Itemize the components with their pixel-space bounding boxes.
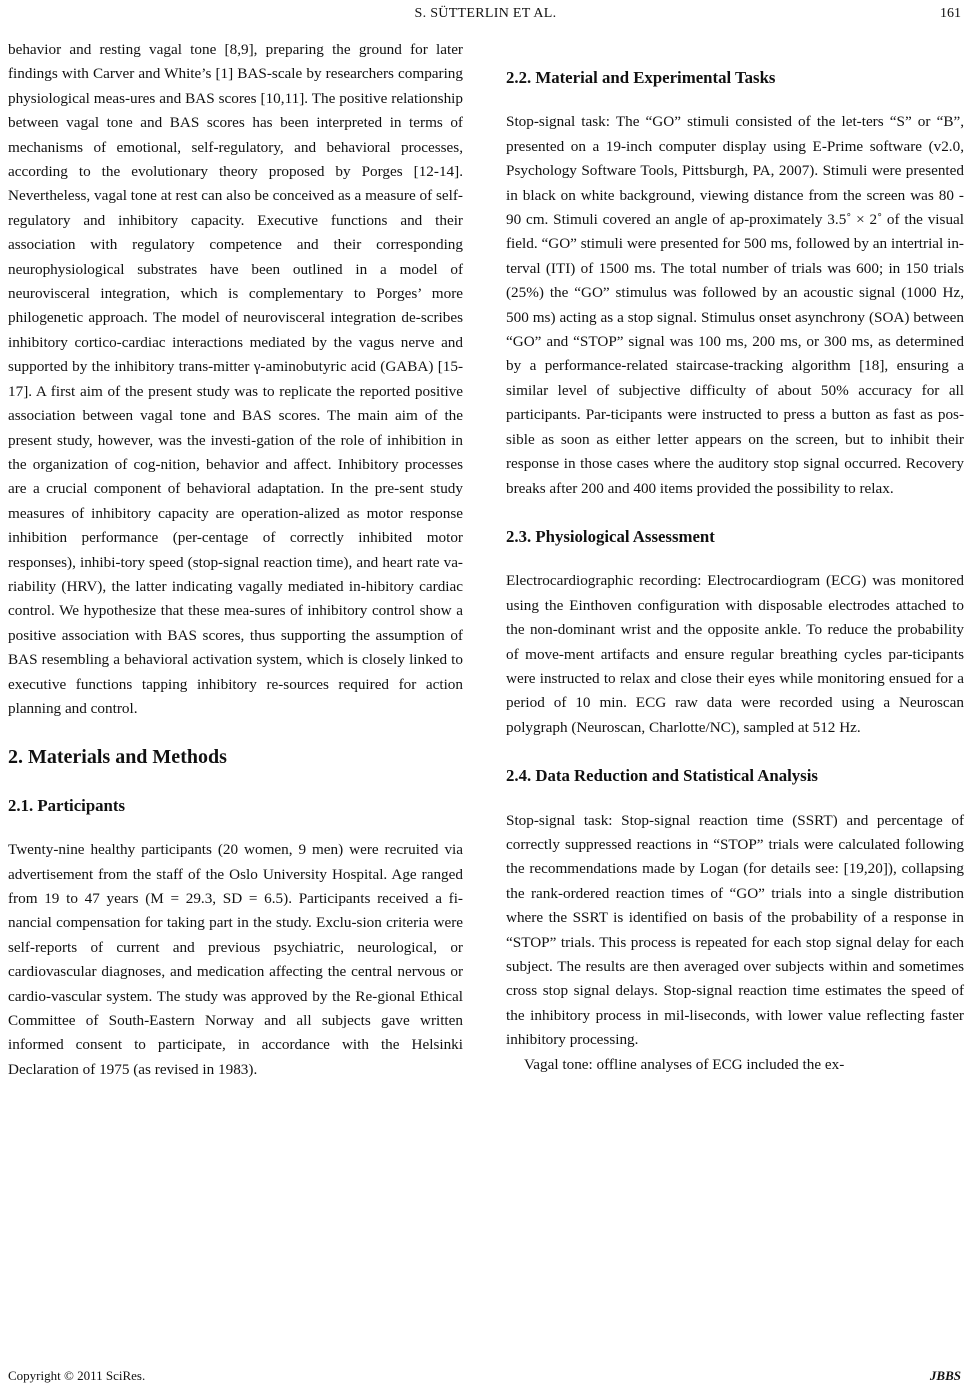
subsection-heading-physiological: 2.3. Physiological Assessment	[506, 526, 715, 546]
subsection-heading-material: 2.2. Material and Experimental Tasks	[506, 68, 776, 87]
section-heading-methods: 2. Materials and Methods	[8, 746, 227, 769]
paragraph-ecg: Electrocardiographic recording: Electrocardiogram (ECG) was monitored using the Einthoven configuration with disposable electrodes attached to the non-dominant wrist and the opposite ankle. To reduce the probability of move-ment artifacts and ensure regular breathing cycles par-ticipants were instructed to relax and close their eyes while monitoring ensued for a period of 10 min. ECG raw data were recorded using a Neuroscan polygraph (Neuroscan, Charlotte/NC), sampled at 512 Hz.	[506, 572, 964, 736]
paragraph-participants: Twenty-nine healthy participants (20 women, 9 men) were recruited via advertisement from the staff of the Oslo University Hospital. Age ranged from 19 to 47 years (M = 29.3, SD = 6.5). Participants received a fi-nancial compensation for taking part in the study. Exclu-sion criteria were self-reports of current and previous psychiatric, neurological, or cardiovascular diagnoses, and medication affecting the central nervous or cardio-vascular system. The study was approved by the Re-gional Ethical Committee of South-Eastern Norway and all subjects gave written informed consent to participate, in accordance with the Helsinki Declaration of 1975 (as revised in 1983).	[8, 841, 463, 1078]
running-header: S. SÜTTERLIN ET AL.	[414, 6, 557, 21]
paragraph-ssrt: Stop-signal task: Stop-signal reaction time (SSRT) and percentage of correctly suppressed reactions in “STOP” trials were calculated following the recommendations made by Logan (for details see: [19,20]), collapsing the rank-ordered reaction times of “GO” trials into a single distribution where the SSRT is identified on basis of the probability of a response in “STOP” trials. This process is repeated for each stop signal delay for each subject. The results are then averaged over subjects within and sometimes cross stop signal delays. Stop-signal reaction time estimates the speed of the inhibitory process in mil-liseconds, with lower value reflecting faster inhibitory processing.	[506, 811, 964, 1049]
paragraph-vagal-tone: Vagal tone: offline analyses of ECG included the ex-	[524, 1055, 845, 1073]
paragraph-intro: behavior and resting vagal tone [8,9], preparing the ground for later findings with Carver and White’s [1] BAS-scale by researchers comparing physiological meas-ures and BAS scores [10,11]. The positive relationship between vagal tone and BAS scores has been interpreted in terms of mechanisms of emotional, self-regulatory, and behavioral processes, according to the evolutionary theory proposed by Porges [12-14]. Nevertheless, vagal tone at rest can also be conceived as a measure of self-regulatory and inhibitory capacity. Executive functions and their association with regulatory competence and their corresponding neurophysiological substrates have been outlined in a model of neurovisceral integration, which is complementary to Porges’ more philogenetic approach. The model of neurovisceral integration de-scribes inhibitory cortico-cardiac interactions mediated by the vagus nerve and supported by the inhibitory trans-mitter γ-aminobutyric acid (GABA) [15-17]. A first aim of the present study was to replicate the reported positive association between vagal tone and BAS scores. The main aim of the present study, however, was the investi-gation of the role of inhibition in the organization of cog-nition, behavior and affect. Inhibitory processes are a crucial component of behavioral adaptation. In the pre-sent study measures of inhibitory capacity are operation-alized as motor response inhibition performance (per-centage of correctly inhibited motor responses), inhibi-tory speed (stop-signal reaction time), and heart rate va-riability (HRV), the latter indicating vagally mediated in-hibitory cardiac control. We hypothesize that these mea-sures of inhibitory control show a positive association with BAS scores, thus supporting the assumption of BAS resembling a behavioral activation system, which is closely linked to executive functions tapping inhibitory re-sources required for action planning and control.	[8, 41, 463, 717]
footer-journal: JBBS	[929, 1368, 961, 1383]
left-column	[8, 38, 463, 1082]
subsection-heading-participants: 2.1. Participants	[8, 795, 125, 815]
footer-copyright: Copyright © 2011 SciRes.	[8, 1368, 146, 1383]
subsection-heading-data-reduction: 2.4. Data Reduction and Statistical Analysis	[506, 766, 818, 786]
page-number: 161	[940, 6, 961, 21]
paragraph-stop-signal-task: Stop-signal task: The “GO” stimuli consisted of the let-ters “S” or “B”, presented on a 19-inch computer display using E-Prime software (v2.0, Psychology Software Tools, Pittsburgh, PA, 2007). Stimuli were presented in black on white background, viewing distance from the screen was 80 - 90 cm. Stimuli covered an angle of ap-proximately 3.5˚ × 2˚ of the visual field. “GO” stimuli were presented for 500 ms, followed by an intertrial in-terval (ITI) of 1500 ms. The total number of trials was 600; in 150 trials (25%) the “GO” stimulus was followed by an acoustic signal (1000 Hz, 500 ms) acting as a stop signal. Stimulus onset asynchrony (SOA) between “GO” and “STOP” signal was 100 ms, 200 ms, or 300 ms, as determined by a performance-related staircase-tracking algorithm [18], ensuring a similar level of subjective difficulty of about 50% accuracy for all participants. Par-ticipants were instructed to press a button as fast as pos-sible as soon as either letter appears on the screen, but to inhibit their response in those cases where the auditory stop signal occurred. Recovery breaks after 200 and 400 items provided the possibility to relax.	[506, 113, 964, 497]
right-column	[506, 38, 964, 1077]
